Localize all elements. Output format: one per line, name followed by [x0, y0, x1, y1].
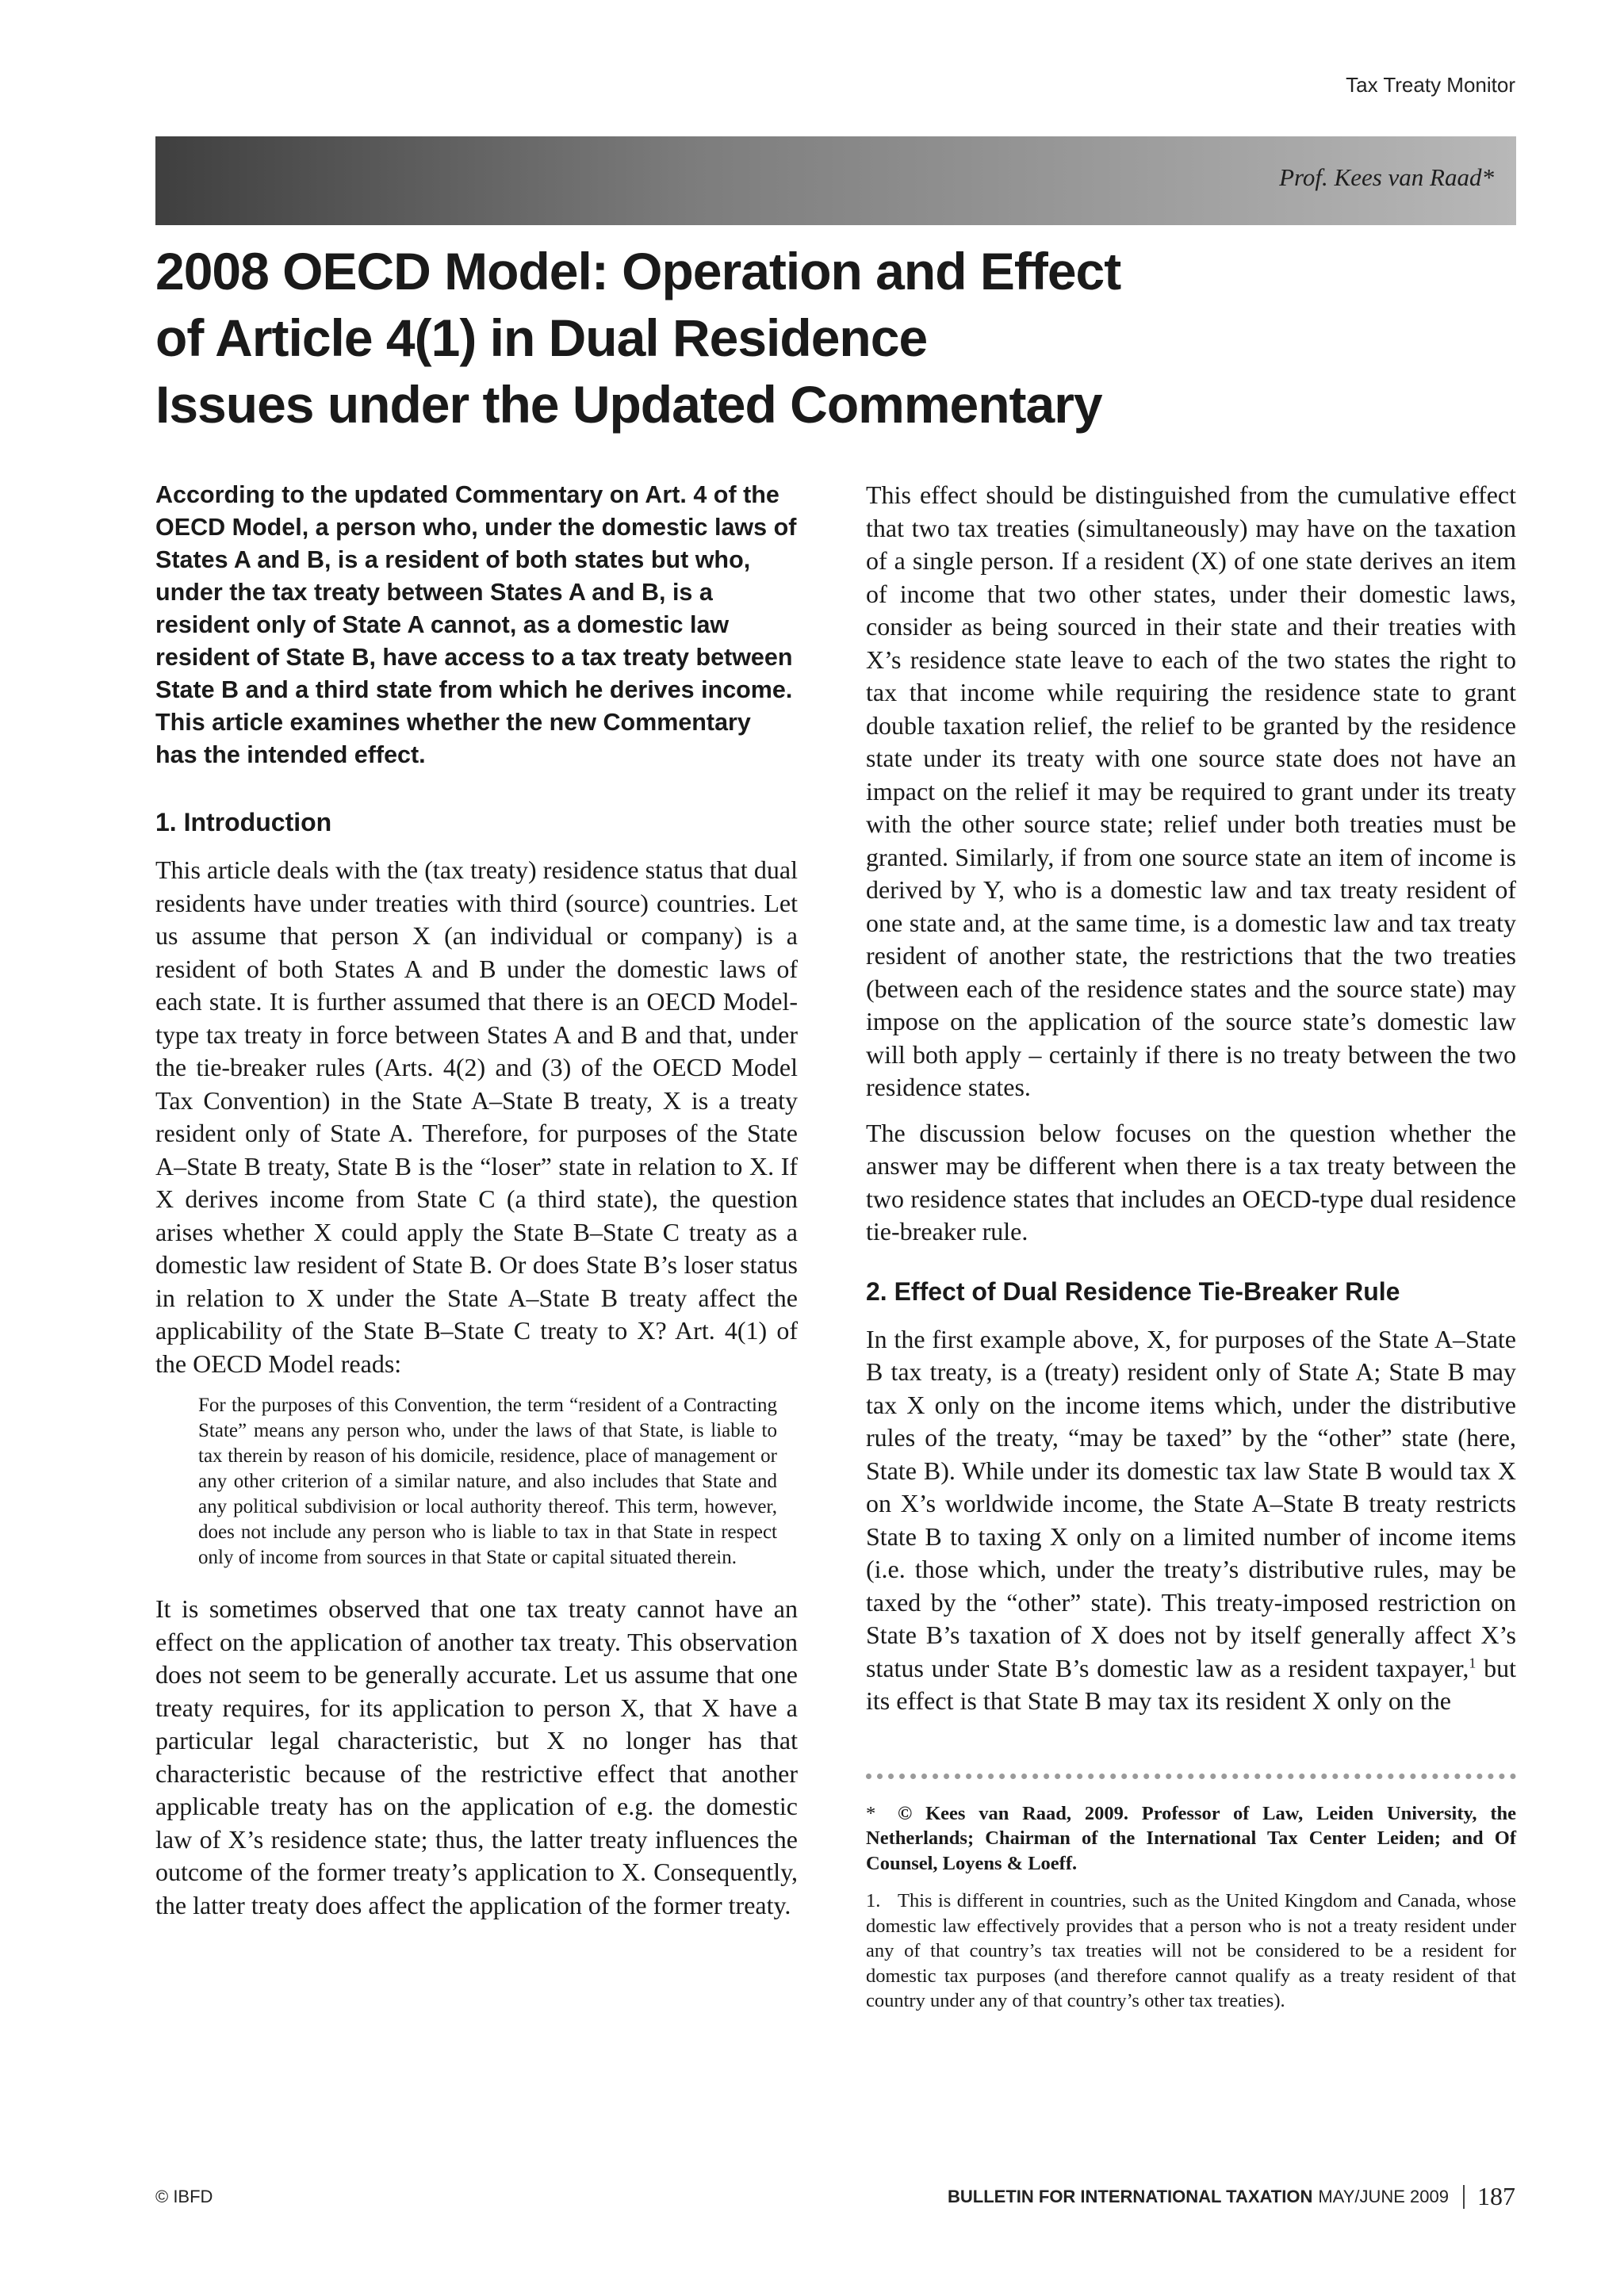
right-column	[866, 479, 1516, 2026]
footnote-text: © Kees van Raad, 2009. Professor of Law, Leiden University, the Netherlands; Chairman of the International Tax Center Leiden; and Of Counsel, Loyens & Loeff.	[866, 1802, 1516, 1874]
footnote-text: This is different in countries, such as the United Kingdom and Canada, whose domestic law effectively provides that a person who is not a treaty resident under any of that country’s tax treaties will not be considered to be a resident for domestic tax purposes (and therefore cannot qualify as a treaty resident of that country under any of that country’s other tax treaties).	[866, 1890, 1516, 2011]
title-line: 2008 OECD Model: Operation and Effect	[155, 242, 1121, 300]
title-line: Issues under the Updated Commentary	[155, 375, 1102, 434]
block-quote: For the purposes of this Convention, the term “resident of a Contracting State” means any person who, under the laws of that State, is liable to tax therein by reason of his domicile, residence, place of management or any other criterion of a similar nature, and also includes that State and any political subdivision or local authority thereof. This term, however, does not include any person who is liable to tax in that State in respect only of income from sources in that State or capital situated therein.	[198, 1395, 777, 1568]
body-paragraph: The discussion below focuses on the question whether the answer may be different when there is a tax treaty between the two residence states that includes an OECD-type dual residence tie-breaker rule.	[866, 1118, 1516, 1246]
footnote-marker: 1.	[866, 1890, 881, 1911]
body-text-span: but its effect is that State B may tax its resident X only on the	[866, 1653, 1517, 1715]
left-column	[155, 479, 798, 1934]
footer-divider	[1463, 2185, 1465, 2209]
footnote-reference: 1	[1469, 1654, 1477, 1670]
footer-copyright: © IBFD	[155, 2187, 213, 2206]
section-heading-introduction: 1. Introduction	[155, 808, 332, 836]
article-title	[155, 238, 1519, 438]
footnote-1	[866, 1888, 1516, 2014]
page-number: 187	[1477, 2182, 1515, 2210]
body-paragraph: This effect should be distinguished from the cumulative effect that two tax treaties (simultaneously) may have on the taxation of a single person. If a resident (X) of one state derives an item of income that two other states, under their domestic laws, consider as being sourced in their state and their treaties with X’s residence state leave to each of the two states the right to tax that income while requiring the residence state to grant double taxation relief, the relief to be granted by the residence state under its treaty with one source state does not have an impact on the relief it may be required to grant under its treaty with the other source state; relief under both treaties must be granted. Similarly, if from one source state an item of income is derived by Y, who is a domestic law and tax treaty resident of one state and, at the same time, is a domestic law and tax treaty resident of another state, the restrictions that the two treaties (between each of the residence states and the source state) may impose on the application of the source state’s domestic law will both apply – certainly if there is no treaty between the two residence states.	[866, 480, 1516, 1101]
body-text-span: In the first example above, X, for purposes of the State A–State B tax treaty, is a (treaty) resident only of State A; State B may tax X only on the income items which, under the distributive rules of the treaty, “may be taxed” by the “other” state (here, State B). While under its domestic tax law State B would tax X on X’s worldwide income, the State A–State B treaty restricts State B to taxing X only on a limited number of income items (i.e. those which, under the treaty’s distributive rules, may be taxed by the “other” state). This treaty-imposed restriction on State B’s taxation of X does not by itself generally affect X’s status under State B’s domestic law as a resident taxpayer,	[866, 1324, 1516, 1682]
footnote-separator	[866, 1774, 1516, 1779]
journal-name: BULLETIN FOR INTERNATIONAL TAXATION	[948, 2186, 1313, 2206]
running-head: Tax Treaty Monitor	[1346, 73, 1515, 97]
body-paragraph: It is sometimes observed that one tax treaty cannot have an effect on the application of another tax treaty. This observation does not seem to be generally accurate. Let us assume that one treaty requires, for its application to person X, that X have a particular legal characteristic, but X no longer has that characteristic because of the restrictive effect that another applicable treaty has on the application of e.g. the domestic law of X’s residence state; thus, the latter treaty influences the outcome of the former treaty’s application to X. Consequently, the latter treaty does affect the application of the former treaty.	[155, 1594, 798, 1919]
body-paragraph: This article deals with the (tax treaty) residence status that dual residents have under treaties with third (source) countries. Let us assume that person X (an individual or company) is a resident of both States A and B under the domestic laws of each state. It is further assumed that there is an OECD Model-type tax treaty in force between States A and B and that, under the tie-breaker rules (Arts. 4(2) and (3) of the OECD Model Tax Convention) in the State A–State B treaty, X is a treaty resident only of State A. Therefore, for purposes of the State A–State B treaty, State B is the “loser” state in relation to X. If X derives income from State C (a third state), the question arises whether X could apply the State B–State C treaty as a domestic law resident of State B. Or does State B’s loser status in relation to X under the State A–State B treaty affect the applicability of the State B–State C treaty to X? Art. 4(1) of the OECD Model reads:	[155, 855, 798, 1378]
title-line: of Article 4(1) in Dual Residence	[155, 308, 928, 367]
journal-issue: MAY/JUNE 2009	[1318, 2186, 1449, 2206]
body-paragraph	[866, 1323, 1516, 1718]
author-band	[155, 136, 1516, 225]
abstract: According to the updated Commentary on Art. 4 of the OECD Model, a person who, under the domestic laws of States A and B, is a resident of both states but who, under the tax treaty between States A and B, is a resident only of State A cannot, as a domestic law resident of State B, have access to a tax treaty between State B and a third state from which he derives income. This article examines whether the new Commentary has the intended effect.	[155, 481, 797, 768]
footnote-author	[866, 1801, 1516, 1877]
footer-journal-info	[948, 2182, 1515, 2211]
section-heading-effect: 2. Effect of Dual Residence Tie-Breaker Rule	[866, 1276, 1400, 1306]
author-name: Prof. Kees van Raad*	[1279, 163, 1494, 191]
footnote-marker: *	[866, 1802, 876, 1824]
